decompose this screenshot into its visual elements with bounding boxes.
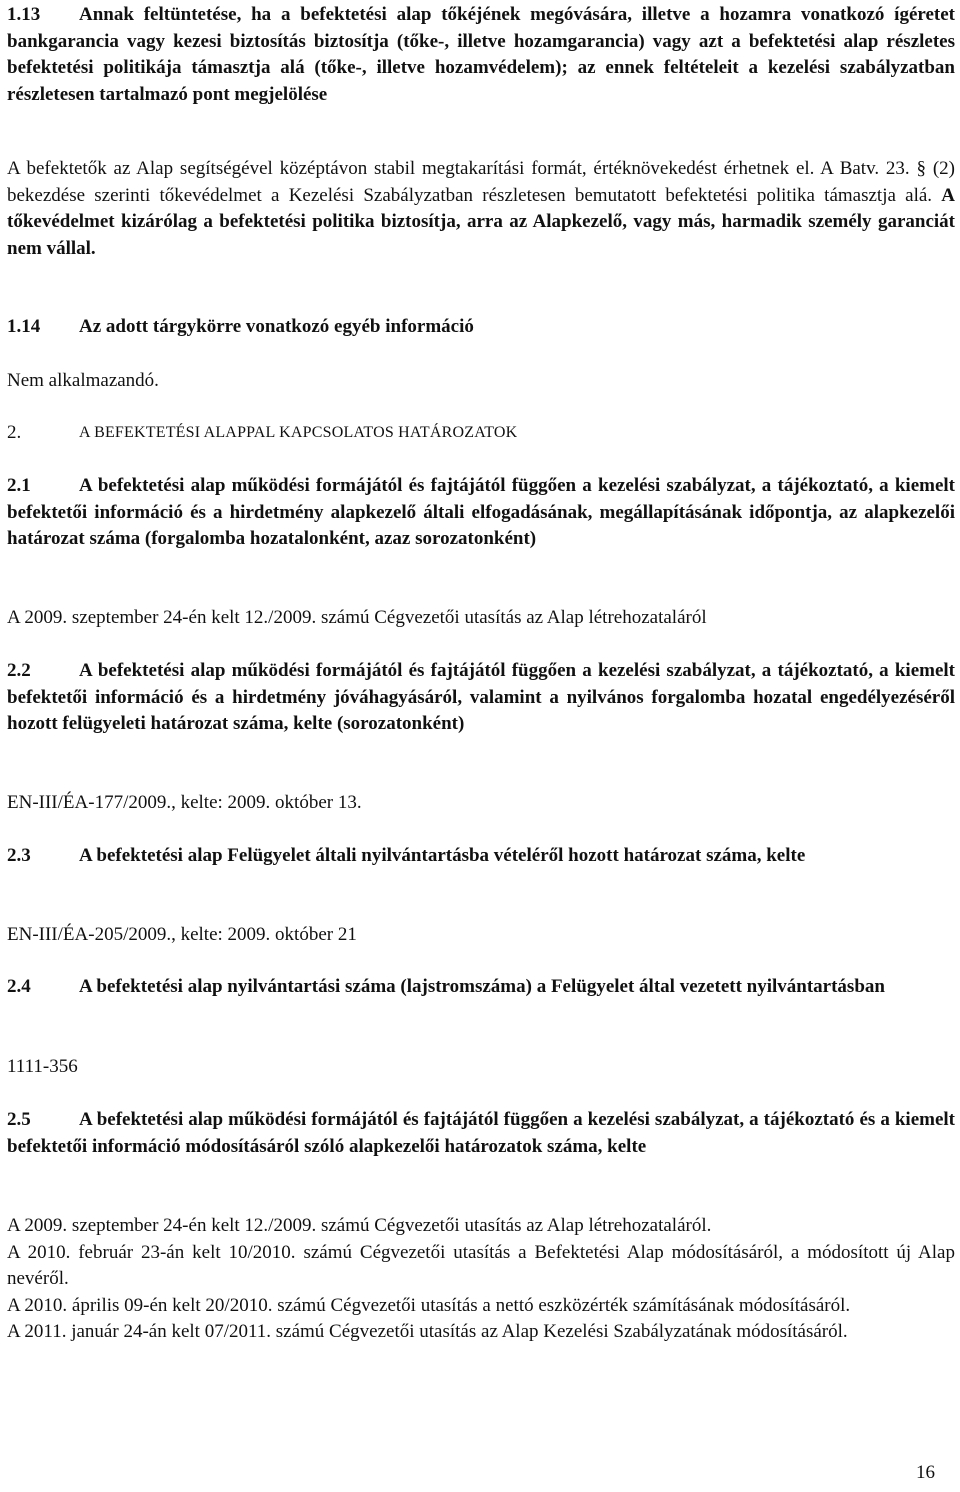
section-2-2-heading [7, 658, 955, 738]
list-item: A 2010. február 23-án kelt 10/2010. számú Cégvezetői utasítás a Befektetési Alap módosításáról, a módosított új Alap nevéről. [7, 1241, 955, 1289]
list-item: A 2010. április 09-én kelt 20/2010. számú Cégvezetői utasítás a nettó eszközérték számításának módosításáról. [7, 1294, 851, 1316]
section-2-5-heading [7, 1107, 955, 1160]
section-title: Annak feltüntetése, ha a befektetési alap tőkéjének megóvására, illetve a hozamra vonatkozó ígéretet bankgarancia vagy kezesi biztosítás biztosítja (tőke-, illetve hozamgarancia) vagy azt a befektetési alap részletes befektetési politikája támasztja alá (tőke-, illetve hozamvédelem); az ennek feltételeit a kezelési szabályzatban részletesen tartalmazó pont megjelölése [7, 4, 955, 105]
section-2-3-heading [7, 843, 955, 870]
section-1-14-heading [7, 314, 955, 341]
section-title: A befektetési alap működési formájától és fajtájától függően a kezelési szabályzat, a tájékoztató, a kiemelt befektetői információ és a hirdetmény jóváhagyásáról, valamint a nyilvános forgalomba hozatal engedélyezéséről hozott felügyeleti határozat száma, kelte (sorozatonként) [7, 660, 955, 734]
section-2-1-value: A 2009. szeptember 24-én kelt 12./2009. számú Cégvezetői utasítás az Alap létrehozataláról [7, 607, 707, 628]
section-title: A BEFEKTETÉSI ALAPPAL KAPCSOLATOS HATÁROZATOK [79, 424, 518, 441]
section-1-13-body [7, 156, 955, 262]
section-title: A befektetési alap Felügyelet általi nyilvántartásba vételéről hozott határozat száma, kelte [79, 845, 806, 866]
section-2-5-list [7, 1213, 955, 1346]
list-item: A 2009. szeptember 24-én kelt 12./2009. számú Cégvezetői utasítás az Alap létrehozataláról. [7, 1215, 712, 1236]
section-number: 2. [7, 422, 22, 443]
section-2-4-heading [7, 974, 955, 1001]
page-number: 16 [916, 1462, 935, 1483]
section-number: 2.1 [7, 475, 31, 496]
paragraph-bold-text: A tőkevédelmet kizárólag a befektetési politika biztosítja, arra az Alapkezelő, vagy más, harmadik személy garanciát nem vállal. [7, 184, 955, 259]
section-2-2-value: EN-III/ÉA-177/2009., kelte: 2009. október 13. [7, 792, 362, 813]
section-1-13-heading [7, 2, 955, 108]
section-number: 2.4 [7, 976, 31, 997]
section-number: 2.2 [7, 660, 31, 681]
section-1-14-value: Nem alkalmazandó. [7, 370, 159, 391]
list-item: A 2011. január 24-án kelt 07/2011. számú Cégvezetői utasítás az Alap Kezelési Szabályzatának módosításáról. [7, 1321, 848, 1342]
paragraph-text: A befektetők az Alap segítségével középtávon stabil megtakarítási formát, értéknövekedést érhetnek el. A Batv. 23. § (2) bekezdése szerinti tőkevédelmet a Kezelési Szabályzatban részletesen bemutatott befektetési politika támasztja alá. [7, 158, 955, 206]
section-title: Az adott tárgykörre vonatkozó egyéb információ [79, 316, 474, 337]
section-2-3-value: EN-III/ÉA-205/2009., kelte: 2009. október 21 [7, 924, 357, 945]
section-2-4-value: 1111-356 [7, 1056, 78, 1077]
chapter-2-heading [7, 420, 955, 447]
section-number: 2.5 [7, 1109, 31, 1130]
section-2-1-heading [7, 473, 955, 553]
section-title: A befektetési alap működési formájától és fajtájától függően a kezelési szabályzat, a tájékoztató, a kiemelt befektetői információ és a hirdetmény alapkezelő általi elfogadásának, megállapításának időpontja, az alapkezelői határozat száma (forgalomba hozatalonként, azaz sorozatonként) [7, 475, 955, 549]
section-title: A befektetési alap működési formájától és fajtájától függően a kezelési szabályzat, a tájékoztató és a kiemelt befektetői információ módosításáról szóló alapkezelői határozatok száma, kelte [7, 1109, 955, 1157]
section-number: 1.14 [7, 316, 41, 337]
section-number: 2.3 [7, 845, 31, 866]
section-title: A befektetési alap nyilvántartási száma (lajstromszáma) a Felügyelet által vezetett nyilvántartásban [79, 976, 885, 997]
section-number: 1.13 [7, 4, 41, 25]
